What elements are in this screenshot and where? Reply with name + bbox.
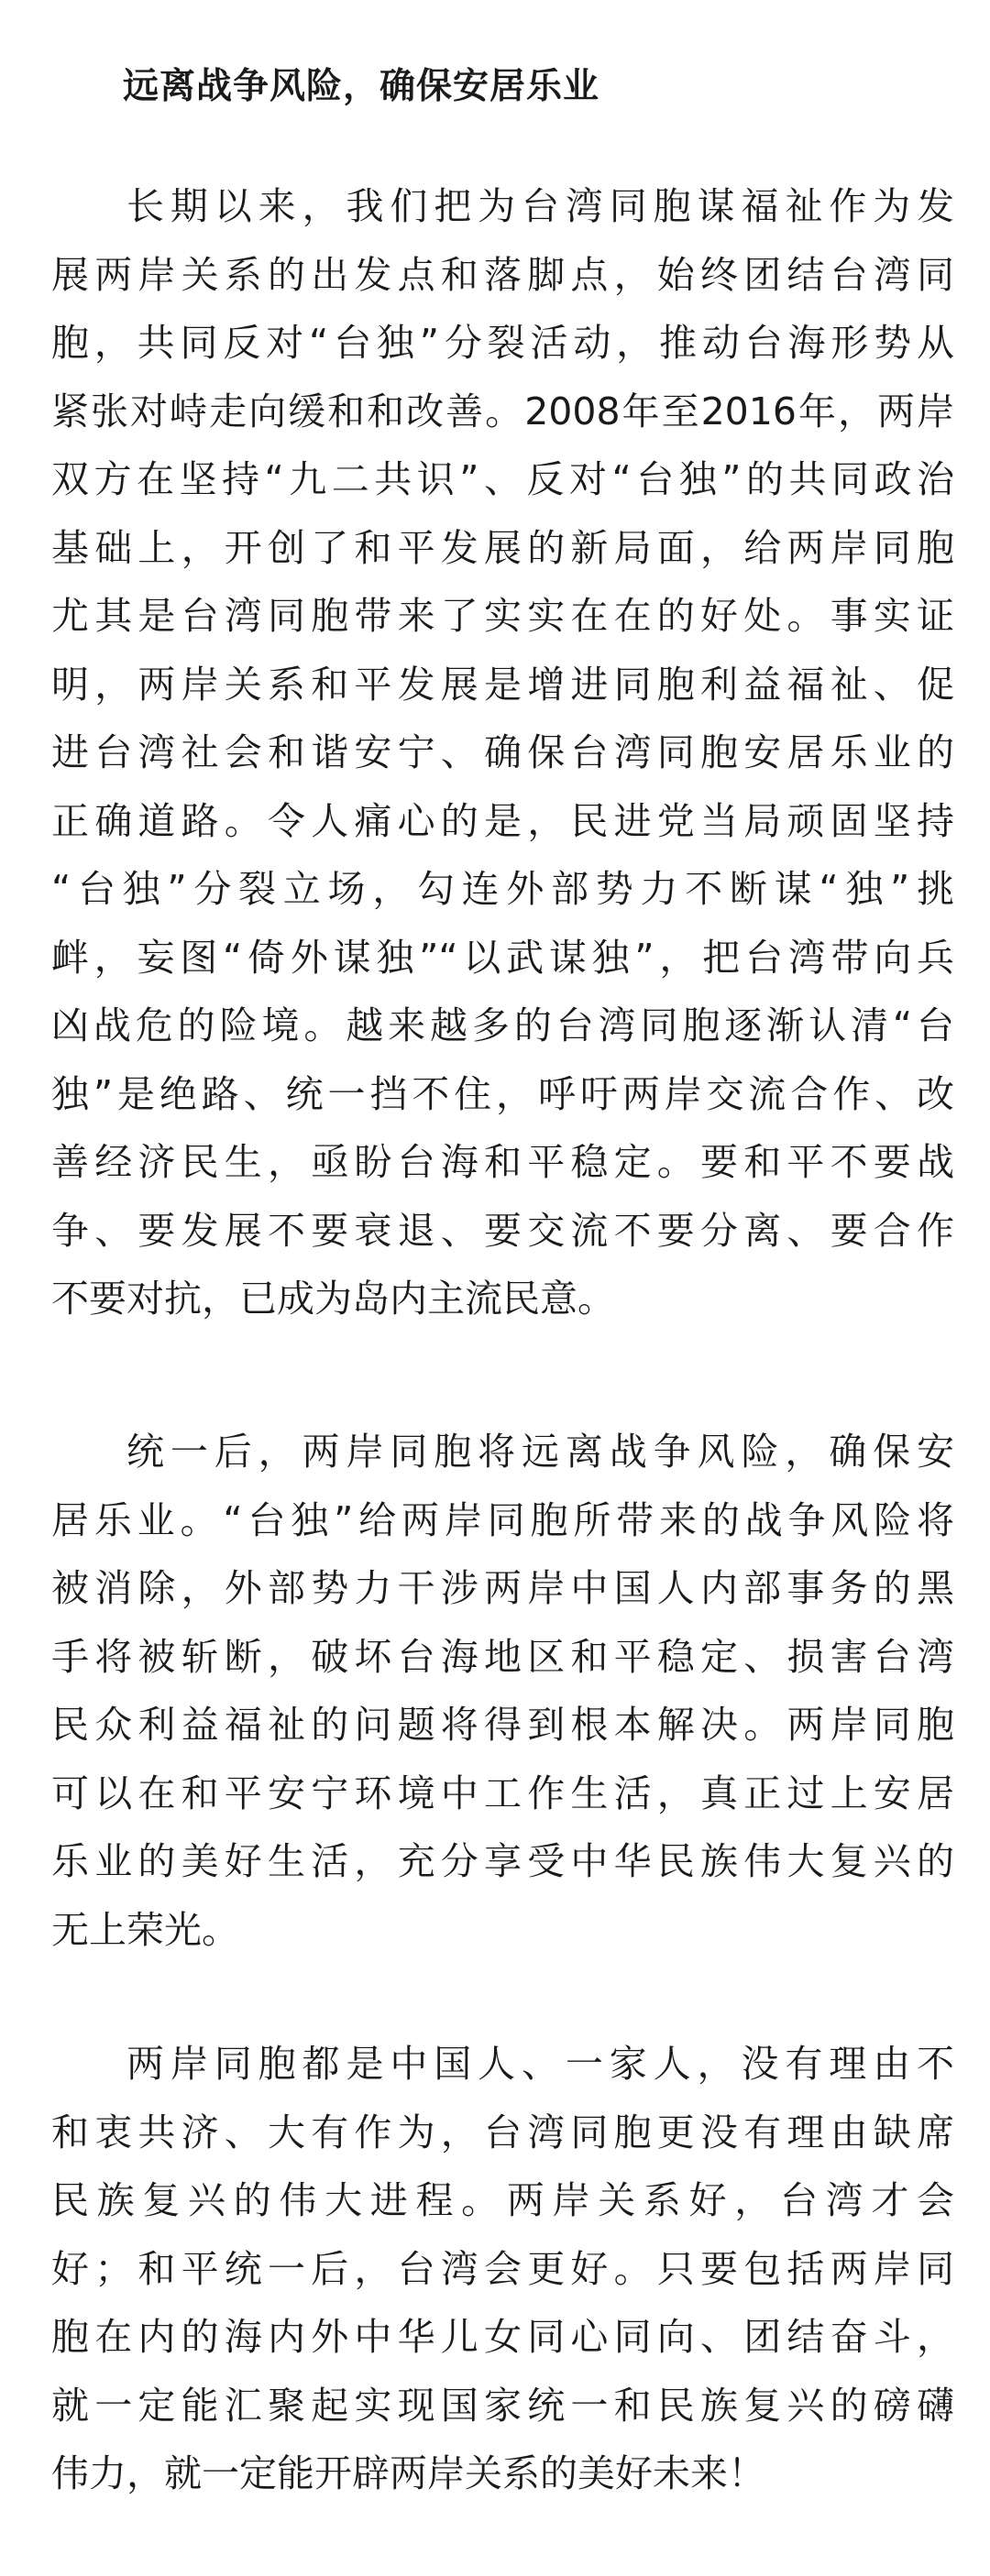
paragraph-3 (51, 2030, 954, 2508)
paragraph-2 (51, 1418, 954, 1964)
paragraph-line: 长期以来，我们把为台湾同胞谋福祉作为发 (126, 184, 954, 228)
paragraph-line: 被消除，外部势力干涉两岸中国人内部事务的黑 (51, 1566, 954, 1610)
paragraph-line: 伟力，就一定能开辟两岸关系的美好未来！ (51, 2451, 765, 2495)
paragraph-line: 就一定能汇聚起实现国家统一和民族复兴的磅礴 (51, 2383, 954, 2428)
paragraph-line: 进台湾社会和谐安宁、确保台湾同胞安居乐业的 (51, 730, 954, 774)
paragraph-line: 好；和平统一后，台湾会更好。只要包括两岸同 (51, 2246, 954, 2291)
paragraph-line: 可以在和平安宁环境中工作生活，真正过上安居 (51, 1770, 954, 1815)
paragraph-line: 居乐业。“台独”给两岸同胞所带来的战争风险将 (51, 1497, 954, 1542)
paragraph-line: 胞在内的海内外中华儿女同心同向、团结奋斗， (51, 2315, 954, 2359)
paragraph-line: 和衷共济、大有作为，台湾同胞更没有理由缺席 (51, 2110, 954, 2154)
paragraph-line: 明，两岸关系和平发展是增进同胞利益福祉、促 (51, 662, 954, 707)
paragraph-line: 乐业的美好生活，充分享受中华民族伟大复兴的 (51, 1839, 954, 1883)
paragraph-1 (51, 172, 954, 1333)
paragraph-line: 争、要发展不要衰退、要交流不要分离、要合作 (51, 1208, 954, 1253)
paragraph-line: 尤其是台湾同胞带来了实实在在的好处。事实证 (51, 594, 954, 638)
paragraph-line: 民族复兴的伟大进程。两岸关系好，台湾才会 (51, 2178, 954, 2222)
section-heading: 远离战争风险，确保安居乐业 (123, 66, 600, 107)
paragraph-line: 正确道路。令人痛心的是，民进党当局顽固坚持 (51, 798, 954, 843)
paragraph-line: 展两岸关系的出发点和落脚点，始终团结台湾同 (51, 252, 954, 297)
paragraph-line: 胞，共同反对“台独”分裂活动，推动台海形势从 (51, 321, 954, 365)
paragraph-line: 双方在坚持“九二共识”、反对“台独”的共同政治 (51, 457, 954, 501)
paragraph-line: 民众利益福祉的问题将得到根本解决。两岸同胞 (51, 1703, 954, 1747)
paragraph-line: 统一后，两岸同胞将远离战争风险，确保安 (126, 1430, 954, 1474)
paragraph-line: 不要对抗，已成为岛内主流民意。 (51, 1277, 615, 1321)
paragraph-line: 衅，妄图“倚外谋独”“以武谋独”，把台湾带向兵 (51, 935, 954, 980)
paragraph-line: “台独”分裂立场，勾连外部势力不断谋“独”挑 (51, 867, 954, 911)
paragraph-line: 两岸同胞都是中国人、一家人，没有理由不 (126, 2042, 954, 2086)
paragraph-line: 无上荣光。 (51, 1907, 239, 1952)
paragraph-line: 紧张对峙走向缓和和改善。2008年至2016年，两岸 (51, 389, 954, 433)
paragraph-line: 手将被斩断，破坏台海地区和平稳定、损害台湾 (51, 1634, 954, 1679)
paragraph-line: 独”是绝路、统一挡不住，呼吁两岸交流合作、改 (51, 1071, 954, 1116)
paragraph-line: 基础上，开创了和平发展的新局面，给两岸同胞 (51, 525, 954, 570)
paragraph-line: 善经济民生，亟盼台海和平稳定。要和平不要战 (51, 1140, 954, 1184)
paragraph-line: 凶战危的险境。越来越多的台湾同胞逐渐认清“台 (51, 1003, 954, 1047)
